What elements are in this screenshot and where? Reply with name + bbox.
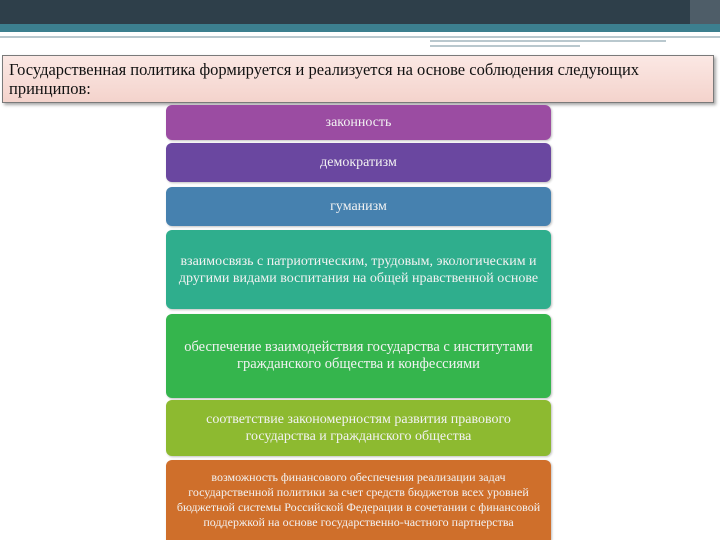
principle-legality: законность xyxy=(166,105,551,140)
principle-education-link: взаимосвязь с патриотическим, трудовым, экологическим и другими видами воспитания на общей нравственной основе xyxy=(166,230,551,309)
slide-header-bar xyxy=(0,0,720,24)
slide-header-accent xyxy=(690,0,720,24)
decorative-line xyxy=(430,40,666,42)
principle-rule-of-law: соответствие закономерностям развития правового государства и гражданского общества xyxy=(166,400,551,456)
principle-humanism: гуманизм xyxy=(166,187,551,226)
slide-title: Государственная политика формируется и реализуется на основе соблюдения следующих принципов: xyxy=(2,55,714,103)
principle-civil-society-interaction: обеспечение взаимодействия государства с институтами гражданского общества и конфессиями xyxy=(166,314,551,398)
principle-financial-support: возможность финансового обеспечения реализации задач государственной политики за счет средств бюджетов всех уровней бюджетной системы Российской Федерации в сочетании с финансовой поддержкой на основе государственно-частного партнерства xyxy=(166,460,551,540)
decorative-line xyxy=(0,36,720,38)
slide-header-stripe xyxy=(0,24,720,32)
principle-democracy: демократизм xyxy=(166,143,551,182)
decorative-line xyxy=(430,45,580,47)
